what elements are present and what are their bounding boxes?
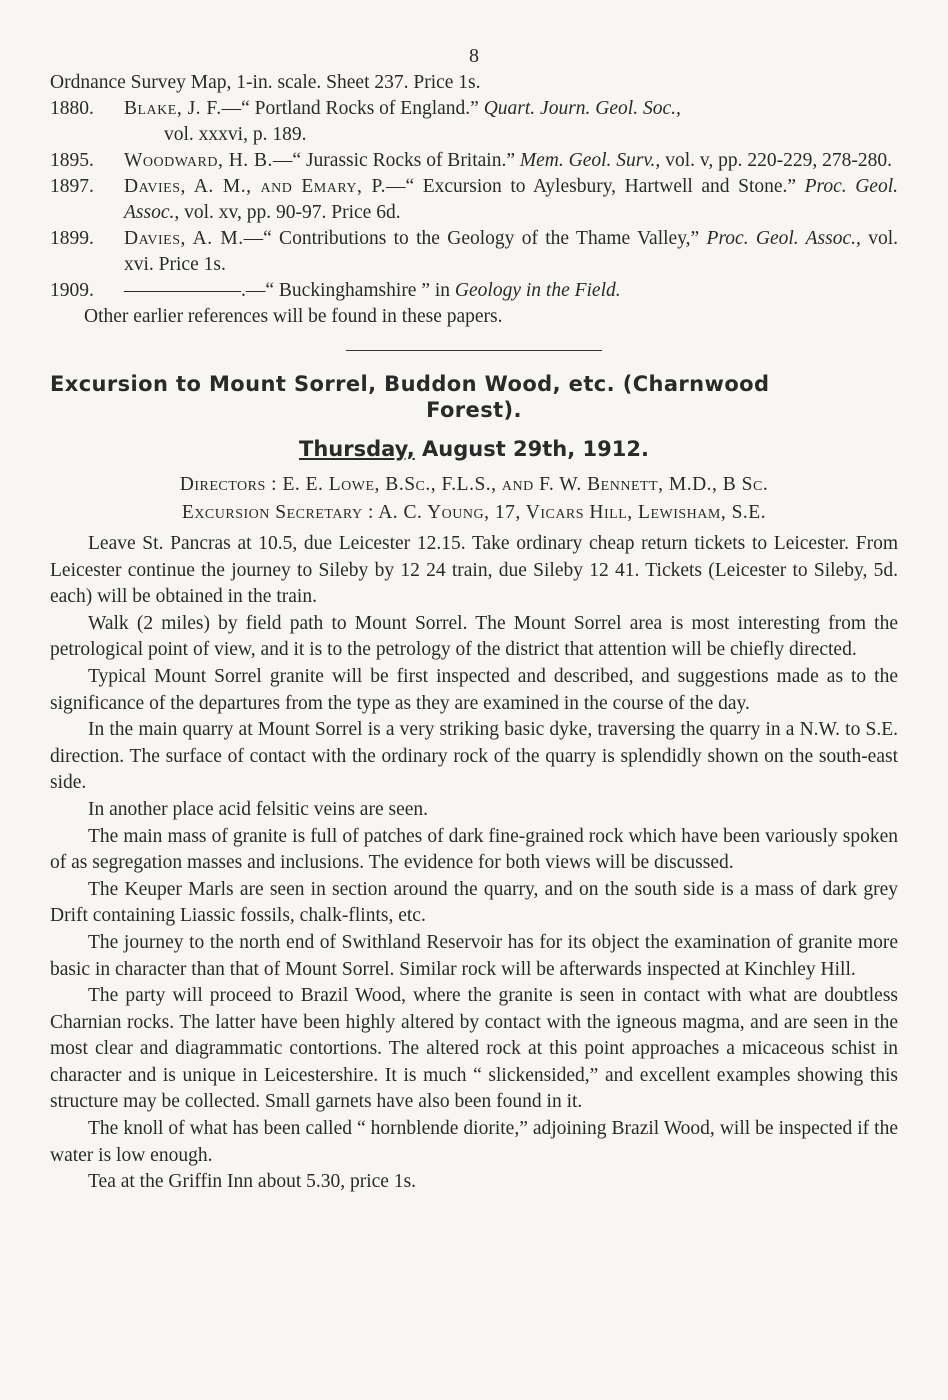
- reference-author: ——————: [124, 280, 241, 301]
- document-page: [50, 42, 898, 1196]
- excursion-title-end: Forest).: [426, 398, 522, 422]
- reference-details: vol. xv, pp. 90-97. Price 6d.: [179, 202, 401, 223]
- refs-intro: Ordnance Survey Map, 1-in. scale. Sheet 237. Price 1s.: [50, 72, 481, 93]
- reference-author: Blake, J. F.: [124, 98, 222, 119]
- reference-item: [50, 148, 898, 174]
- reference-year: 1909.: [50, 280, 94, 301]
- secretary-label: Excursion Secretary: [181, 502, 363, 523]
- reference-title: —“ Jurassic Rocks of Britain.”: [272, 150, 520, 171]
- excursion-date: Thursday, August 29th, 1912.: [299, 437, 649, 461]
- reference-details: vol. xvi. Price 1s.: [124, 228, 898, 275]
- reference-year: 1895.: [50, 150, 94, 171]
- reference-author: Woodward, H. B.: [124, 150, 273, 171]
- reference-details: vol. v, pp. 220-229, 278-280.: [660, 150, 892, 171]
- reference-title: —“ Portland Rocks of England.”: [221, 98, 484, 119]
- paragraph: In another place acid felsitic veins are seen.: [88, 798, 429, 820]
- paragraph: The journey to the north end of Swithland Reservoir has for its object the examination of granite more basic in character than that of Mount Sorrel. Similar rock will be afterwards inspected at Kinchley Hill.: [50, 931, 898, 980]
- directors-label: Directors: [179, 474, 266, 495]
- reference-author: Davies, A. M.: [124, 228, 244, 249]
- reference-title: —“ Excursion to Aylesbury, Hartwell and Stone.”: [386, 176, 805, 197]
- paragraph: The party will proceed to Brazil Wood, where the granite is seen in contact with what are doubtless Charnian rocks. The latter have been highly altered by contact with the igneous magma, and are seen in the most clear and diagrammatic contortions. The altered rock at this point approaches a micaceous schist in character and is unique in Leicestershire. It is much “ slickensided,” and excellent examples showing this structure may be collected. Small garnets have also been found in it.: [50, 985, 898, 1113]
- reference-author: Davies, A. M., and Emary, P.: [124, 176, 387, 197]
- paragraph: Leave St. Pancras at 10.5, due Leicester 12.15. Take ordinary cheap return tickets to Leicester. From Leicester continue the journey to Sileby by 12 24 train, due Sileby 12 41. Tickets (Leicester to Sileby, 5d. each) will be obtained in the train.: [50, 533, 898, 608]
- paragraph: Typical Mount Sorrel granite will be first inspected and described, and suggestions made as to the significance of the departures from the type as they are examined in the course of the day.: [50, 665, 898, 714]
- secretary-line: [50, 499, 898, 527]
- paragraph: The knoll of what has been called “ hornblende diorite,” adjoining Brazil Wood, will be inspected if the water is low enough.: [50, 1118, 898, 1166]
- reference-title: .—“ Buckinghamshire ” in: [241, 280, 455, 301]
- paragraph: The Keuper Marls are seen in section around the quarry, and on the south side is a mass of dark grey Drift containing Liassic fossils, chalk-flints, etc.: [50, 878, 898, 927]
- paragraph: Tea at the Griffin Inn about 5.30, price 1s.: [88, 1171, 417, 1193]
- page-number: 8: [469, 45, 479, 67]
- secretary-details: : A. C. Young, 17, Vicars Hill, Lewisham, S.E.: [362, 502, 767, 523]
- directors-line: [50, 471, 898, 499]
- reference-journal: Proc. Geol. Assoc.,: [706, 228, 861, 249]
- references-section: [50, 70, 898, 330]
- refs-note: Other earlier references will be found in these papers.: [84, 306, 503, 327]
- reference-year: 1880.: [50, 98, 94, 119]
- excursion-title: Excursion to Mount Sorrel, Buddon Wood, etc. (Charnwood Forest).: [50, 371, 898, 423]
- reference-journal: Mem. Geol. Surv.,: [519, 150, 661, 171]
- reference-journal: Geology in the Field.: [454, 280, 621, 301]
- reference-journal: Proc. Geol. Assoc.,: [124, 176, 898, 223]
- reference-journal: Quart. Journ. Geol. Soc.,: [483, 98, 681, 119]
- reference-item: [50, 226, 898, 278]
- excursion-day: Thursday,: [299, 437, 415, 461]
- section-divider: [346, 350, 602, 351]
- reference-item: [50, 278, 898, 304]
- reference-item: [50, 174, 898, 226]
- reference-item: [50, 96, 898, 148]
- paragraph: In the main quarry at Mount Sorrel is a very striking basic dyke, traversing the quarry in a N.W. to S.E. direction. The surface of contact with the ordinary rock of the quarry is splendidly shown on the south-east side.: [50, 719, 898, 794]
- reference-year: 1899.: [50, 228, 94, 249]
- paragraph: The main mass of granite is full of patches of dark fine-grained rock which have been variously spoken of as segregation masses and inclusions. The evidence for both views will be discussed.: [50, 825, 898, 874]
- reference-details: vol. xxxvi, p. 189.: [164, 124, 307, 145]
- reference-title: —“ Contributions to the Geology of the Thame Valley,”: [243, 228, 707, 249]
- reference-year: 1897.: [50, 176, 94, 197]
- paragraph: Walk (2 miles) by field path to Mount Sorrel. The Mount Sorrel area is most interesting from the petrological point of view, and it is to the petrology of the district that attention will be chiefly directed.: [50, 612, 898, 661]
- directors-names: : E. E. Lowe, B.Sc., F.L.S., and F. W. Bennett, M.D., B Sc.: [265, 474, 769, 495]
- excursion-description: [50, 531, 898, 1196]
